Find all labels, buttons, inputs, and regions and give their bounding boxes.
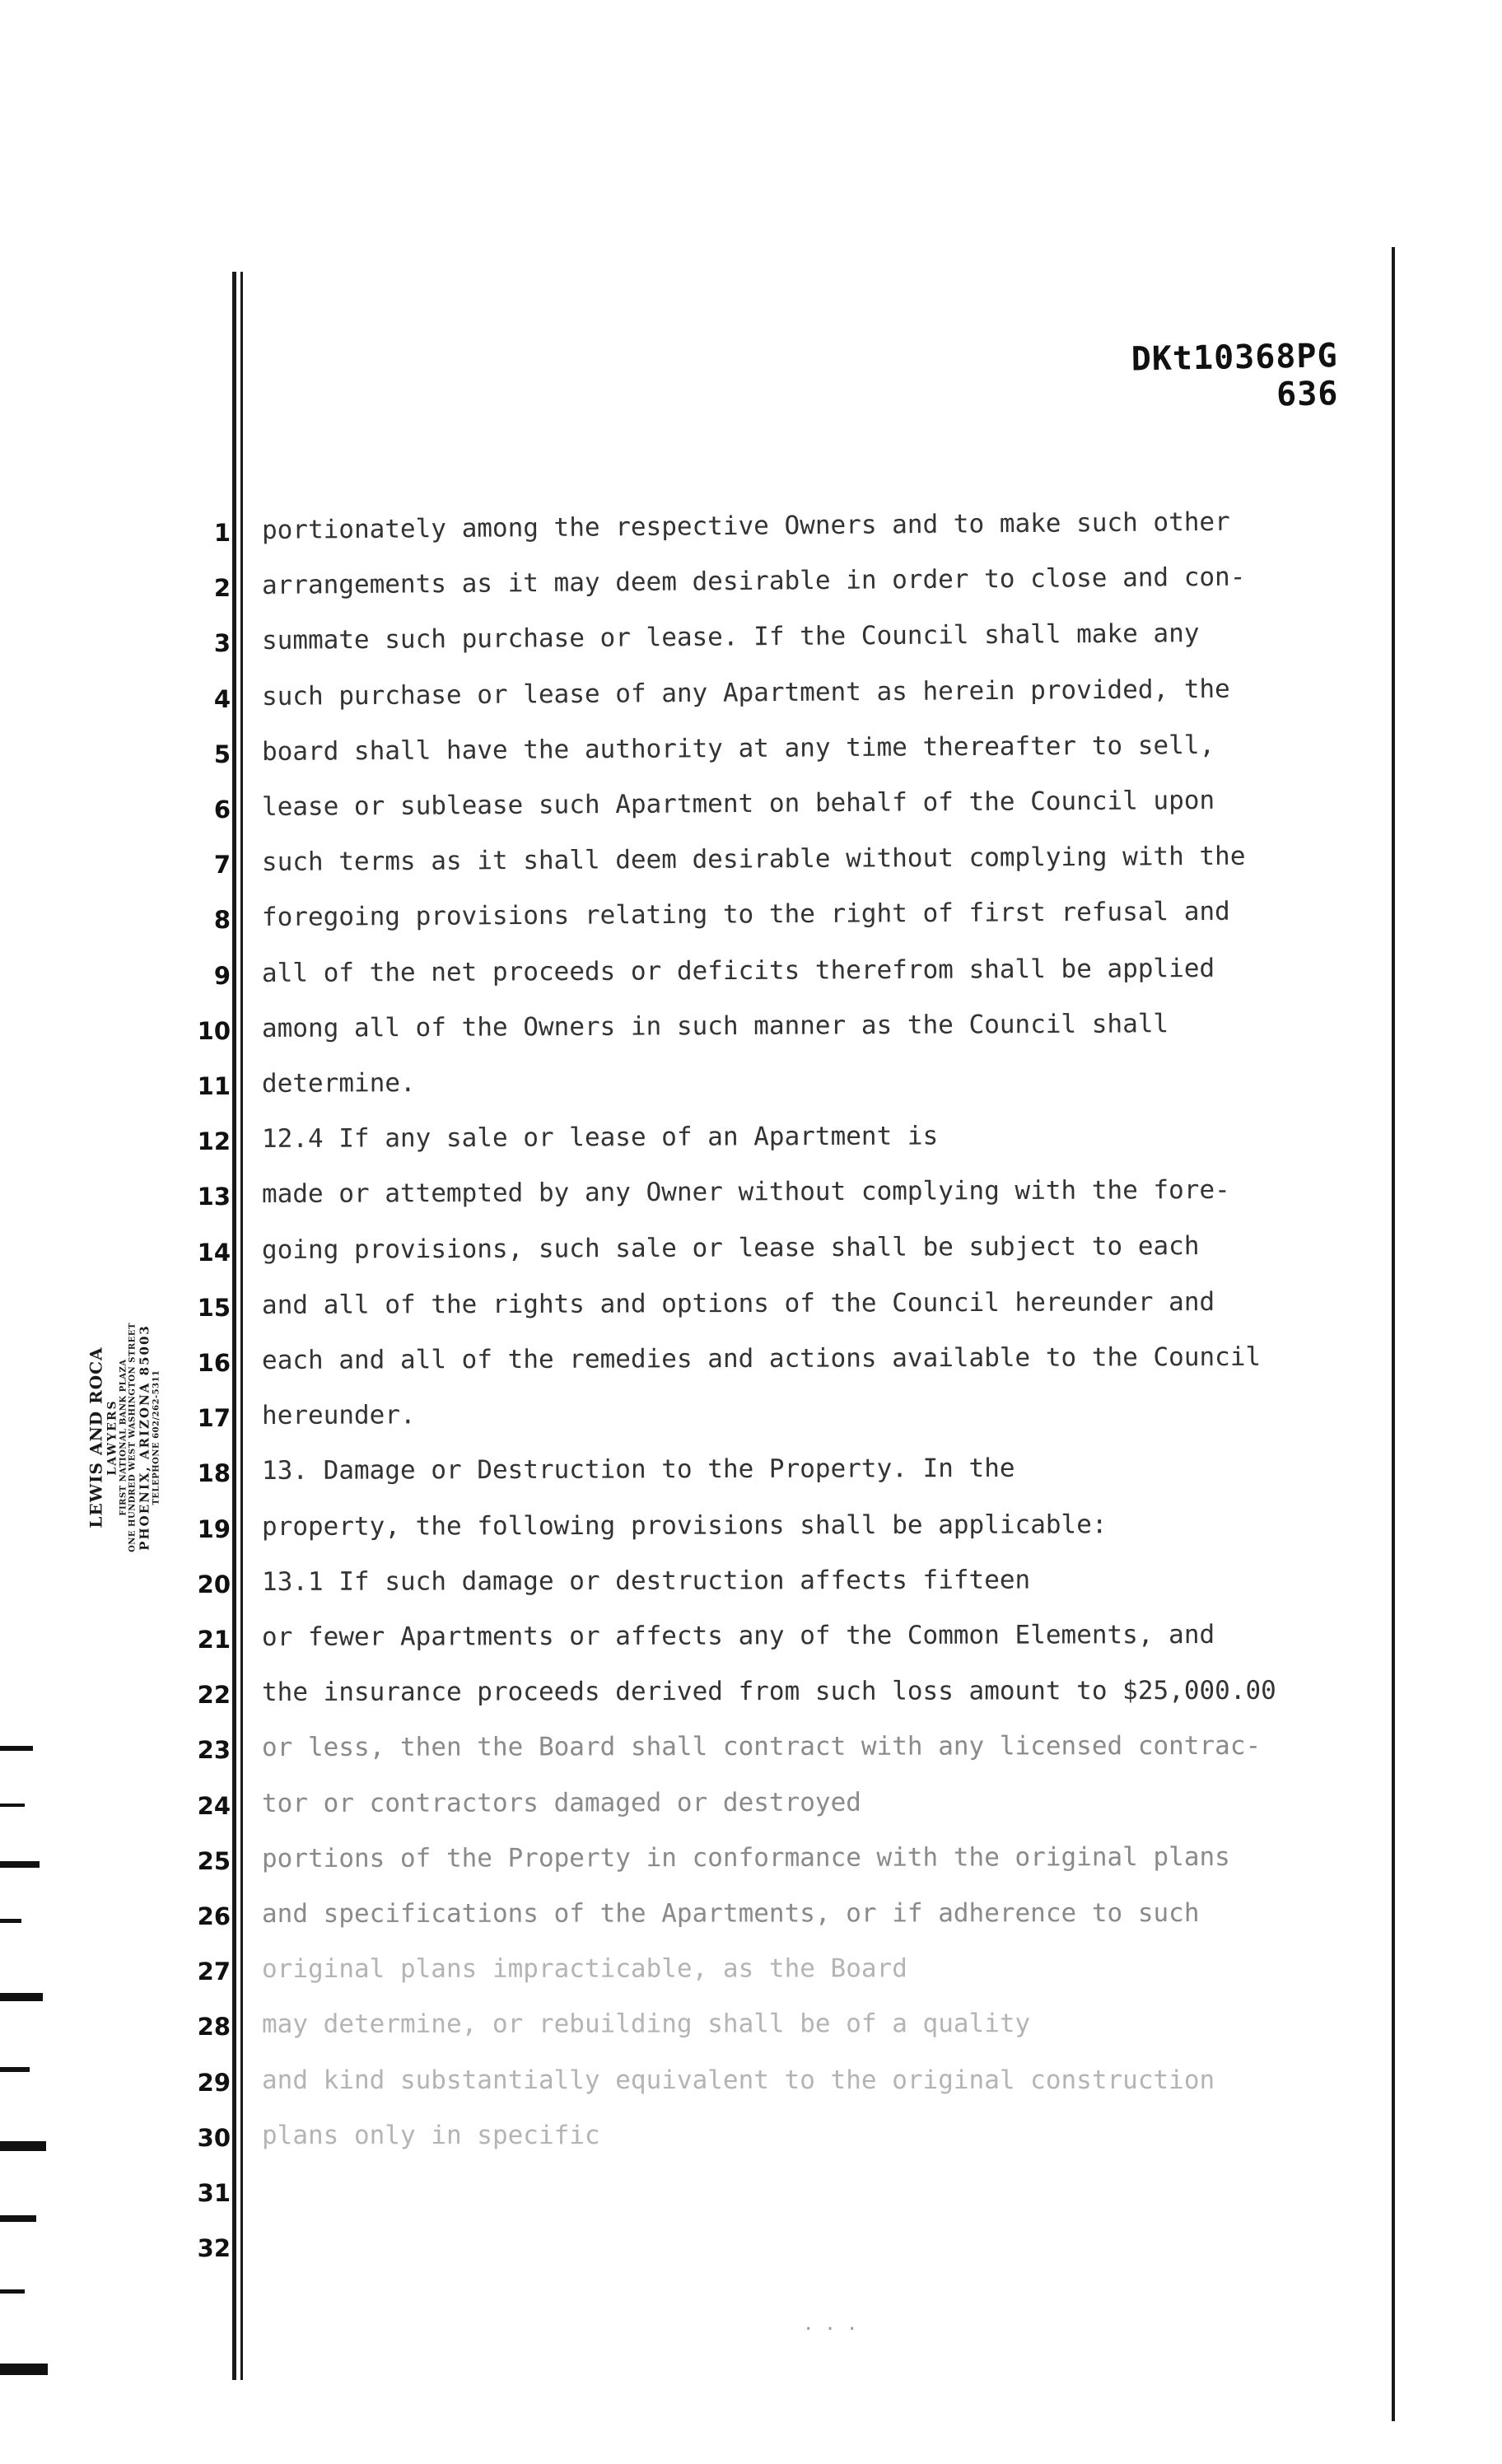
line-text: each and all of the remedies and actions available to the Council bbox=[261, 1342, 1262, 1375]
line-number: 8 bbox=[213, 906, 231, 935]
line-text: made or attempted by any Owner without complying with the fore- bbox=[261, 1175, 1230, 1210]
line-number: 19 bbox=[197, 1514, 231, 1543]
line-text: plans only in specific bbox=[262, 2120, 600, 2150]
law-firm-imprint bbox=[86, 1248, 161, 1627]
firm-phone: TELEPHONE 602/262-5311 bbox=[152, 1370, 161, 1505]
line-number: 5 bbox=[213, 740, 231, 768]
firm-role: LAWYERS bbox=[105, 1399, 119, 1476]
line-number: 32 bbox=[197, 2234, 231, 2263]
line-text: original plans impracticable, as the Board bbox=[261, 1953, 907, 1985]
line-number: 17 bbox=[197, 1404, 231, 1433]
line-number: 14 bbox=[197, 1238, 231, 1267]
line-number: 7 bbox=[213, 851, 231, 880]
line-number: 29 bbox=[197, 2068, 231, 2097]
line-number: 28 bbox=[197, 2013, 231, 2042]
line-text: 13. Damage or Destruction to the Property. In the bbox=[261, 1454, 1015, 1486]
scan-edge-artifacts bbox=[0, 1647, 49, 2464]
line-number: 31 bbox=[197, 2179, 231, 2207]
line-text: the insurance proceeds derived from such loss amount to $25,000.00 bbox=[261, 1676, 1276, 1708]
line-number: 25 bbox=[197, 1846, 231, 1875]
firm-name: LEWIS AND ROCA bbox=[86, 1346, 106, 1528]
line-number: 1 bbox=[213, 519, 231, 547]
line-text: and all of the rights and options of the Council hereunder and bbox=[261, 1286, 1215, 1320]
line-number: 6 bbox=[213, 796, 231, 824]
line-number: 30 bbox=[197, 2123, 231, 2152]
line-text: foregoing provisions relating to the right of first refusal and bbox=[261, 897, 1230, 933]
line-text: tor or contractors damaged or destroyed bbox=[261, 1787, 861, 1818]
line-number: 11 bbox=[197, 1072, 231, 1100]
line-text: or less, then the Board shall contract with any licensed contrac- bbox=[261, 1731, 1262, 1763]
line-text: or fewer Apartments or affects any of the Common Elements, and bbox=[261, 1619, 1215, 1652]
line-text: portionately among the respective Owners and to make such other bbox=[261, 506, 1230, 545]
margin-rule-left-outer bbox=[232, 272, 236, 2380]
line-number: 3 bbox=[213, 629, 231, 658]
page-foot-mark: . . . bbox=[803, 2314, 858, 2335]
line-text: portions of the Property in conformance with the original plans bbox=[261, 1841, 1230, 1874]
line-text: arrangements as it may deem desirable in order to close and con- bbox=[261, 562, 1246, 601]
line-number: 13 bbox=[197, 1183, 231, 1211]
margin-rule-right bbox=[1392, 247, 1395, 2421]
line-text: among all of the Owners in such manner as the Council shall bbox=[261, 1009, 1169, 1043]
line-number: 27 bbox=[197, 1958, 231, 1986]
line-number: 4 bbox=[213, 684, 231, 713]
margin-rule-left-inner bbox=[240, 272, 243, 2380]
line-number: 10 bbox=[197, 1016, 231, 1045]
firm-address-2: ONE HUNDRED WEST WASHINGTON STREET bbox=[128, 1323, 138, 1552]
line-text: lease or sublease such Apartment on behalf of the Council upon bbox=[261, 785, 1215, 822]
line-number: 15 bbox=[197, 1293, 231, 1322]
line-number: 9 bbox=[213, 961, 231, 990]
line-text: going provisions, such sale or lease shall be subject to each bbox=[261, 1230, 1200, 1265]
line-number: 26 bbox=[197, 1902, 231, 1930]
line-text: 13.1 If such damage or destruction affects fifteen bbox=[261, 1565, 1031, 1597]
line-number: 16 bbox=[197, 1349, 231, 1377]
line-number: 12 bbox=[197, 1127, 231, 1156]
line-number: 18 bbox=[197, 1459, 231, 1488]
line-number: 23 bbox=[197, 1736, 231, 1765]
line-number: 24 bbox=[197, 1791, 231, 1820]
line-text: 12.4 If any sale or lease of an Apartment is bbox=[261, 1121, 939, 1155]
line-text: board shall have the authority at any time thereafter to sell, bbox=[261, 730, 1215, 767]
firm-city: PHOENIX, ARIZONA 85003 bbox=[137, 1324, 152, 1551]
line-text: such purchase or lease of any Apartment as herein provided, the bbox=[261, 674, 1230, 712]
line-text: and kind substantially equivalent to the original construction bbox=[262, 2065, 1215, 2095]
line-number: 2 bbox=[213, 574, 231, 603]
line-text: and specifications of the Apartments, or if adherence to such bbox=[261, 1898, 1200, 1929]
line-text: summate such purchase or lease. If the Council shall make any bbox=[261, 618, 1200, 656]
firm-address-1: FIRST NATIONAL BANK PLAZA bbox=[119, 1359, 128, 1516]
docket-page-reference: DKt10368PG 636 bbox=[1131, 337, 1339, 414]
line-text: property, the following provisions shall be applicable: bbox=[261, 1509, 1108, 1542]
line-text: such terms as it shall deem desirable without complying with the bbox=[261, 841, 1246, 878]
line-text: may determine, or rebuilding shall be of a quality bbox=[261, 2009, 1031, 2040]
line-text: determine. bbox=[261, 1068, 416, 1099]
line-number: 22 bbox=[197, 1681, 231, 1710]
line-number: 20 bbox=[197, 1570, 231, 1598]
line-number: 21 bbox=[197, 1626, 231, 1654]
line-text: all of the net proceeds or deficits therefrom shall be applied bbox=[261, 953, 1215, 988]
line-text: hereunder. bbox=[261, 1400, 416, 1431]
